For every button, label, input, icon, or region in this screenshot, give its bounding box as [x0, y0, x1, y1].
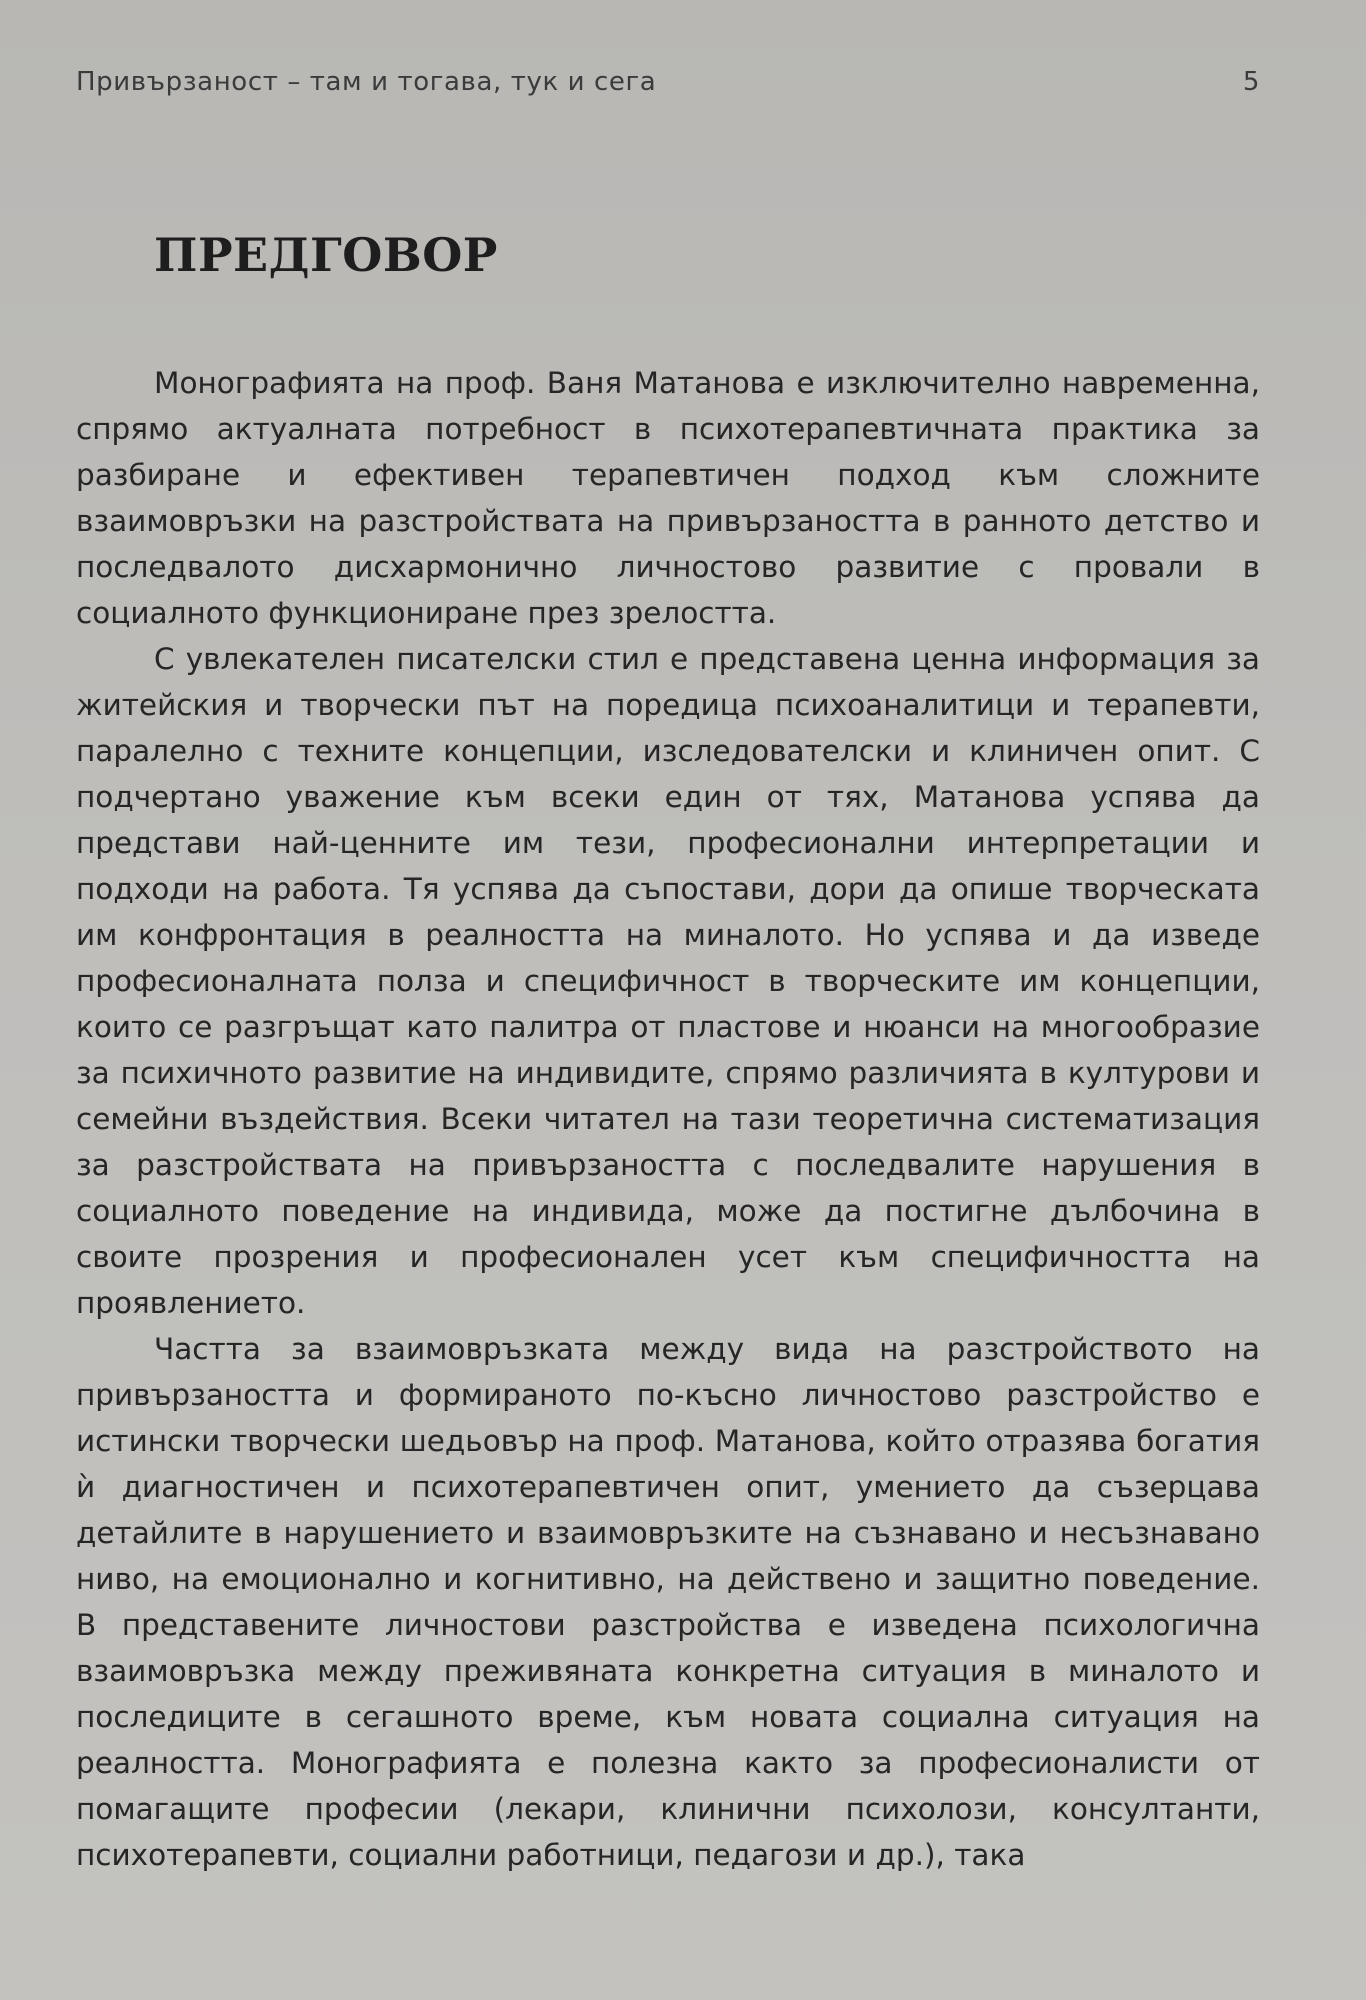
page-number: 5	[1242, 67, 1260, 97]
paragraph: Монографията на проф. Ваня Матанова е изключително навременна, спрямо актуалната потребност в психотерапевтичната практика за разбиране и ефективен терапевтичен подход към сложните взаимовръзки на разстройствата на привързаността в ранното детство и последвалото дисхармонично личностово развитие с провали в социалното функциониране през зрелостта.	[76, 366, 1260, 630]
paragraph: С увлекателен писателски стил е представена ценна информация за житейския и творчески път на поредица психоаналитици и терапевти, паралелно с техните концепции, изследователски и клиничен опит. С подчертано уважение към всеки един от тях, Матанова успява да представи най-ценните им тези, професионални интерпретации и подходи на работа. Тя успява да съпостави, дори да опише творческата им конфронтация в реалността на миналото. Но успява и да изведе професионалната полза и специфичност в творческите им концепции, които се разгръщат като палитра от пластове и нюанси на многообразие за психичното развитие на индивидите, спрямо различията в културови и семейни въздействия. Всеки читател на тази теоретична систематизация за разстройствата на привързаността с последвалите нарушения в социалното поведение на индивида, може да постигне дълбочина в своите прозрения и професионален усет към специфичността на проявлението.	[76, 642, 1260, 1320]
body-text	[76, 360, 1260, 1878]
running-header	[76, 64, 1260, 100]
paragraph: Частта за взаимовръзката между вида на разстройството на привързаността и формираното по-късно личностово разстройство е истински творчески шедьовър на проф. Матанова, който отразява богатия ѝ диагностичен и психотерапевтичен опит, умението да съзерцава детайлите в нарушението и взаимовръзките на съзнавано и несъзнавано ниво, на емоционално и когнитивно, на действено и защитно поведение. В представените личностови разстройства е изведена психологична взаимовръзка между преживяната конкретна ситуация в миналото и последиците в сегашното време, към новата социална ситуация на реалността. Монографията е полезна както за професионалисти от помагащите професии (лекари, клинични психолози, консултанти, психотерапевти, социални работници, педагози и др.), така	[76, 1332, 1260, 1872]
chapter-title: ПРЕДГОВОР	[154, 228, 498, 282]
running-title: Привързаност – там и тогава, тук и сега	[76, 67, 657, 97]
